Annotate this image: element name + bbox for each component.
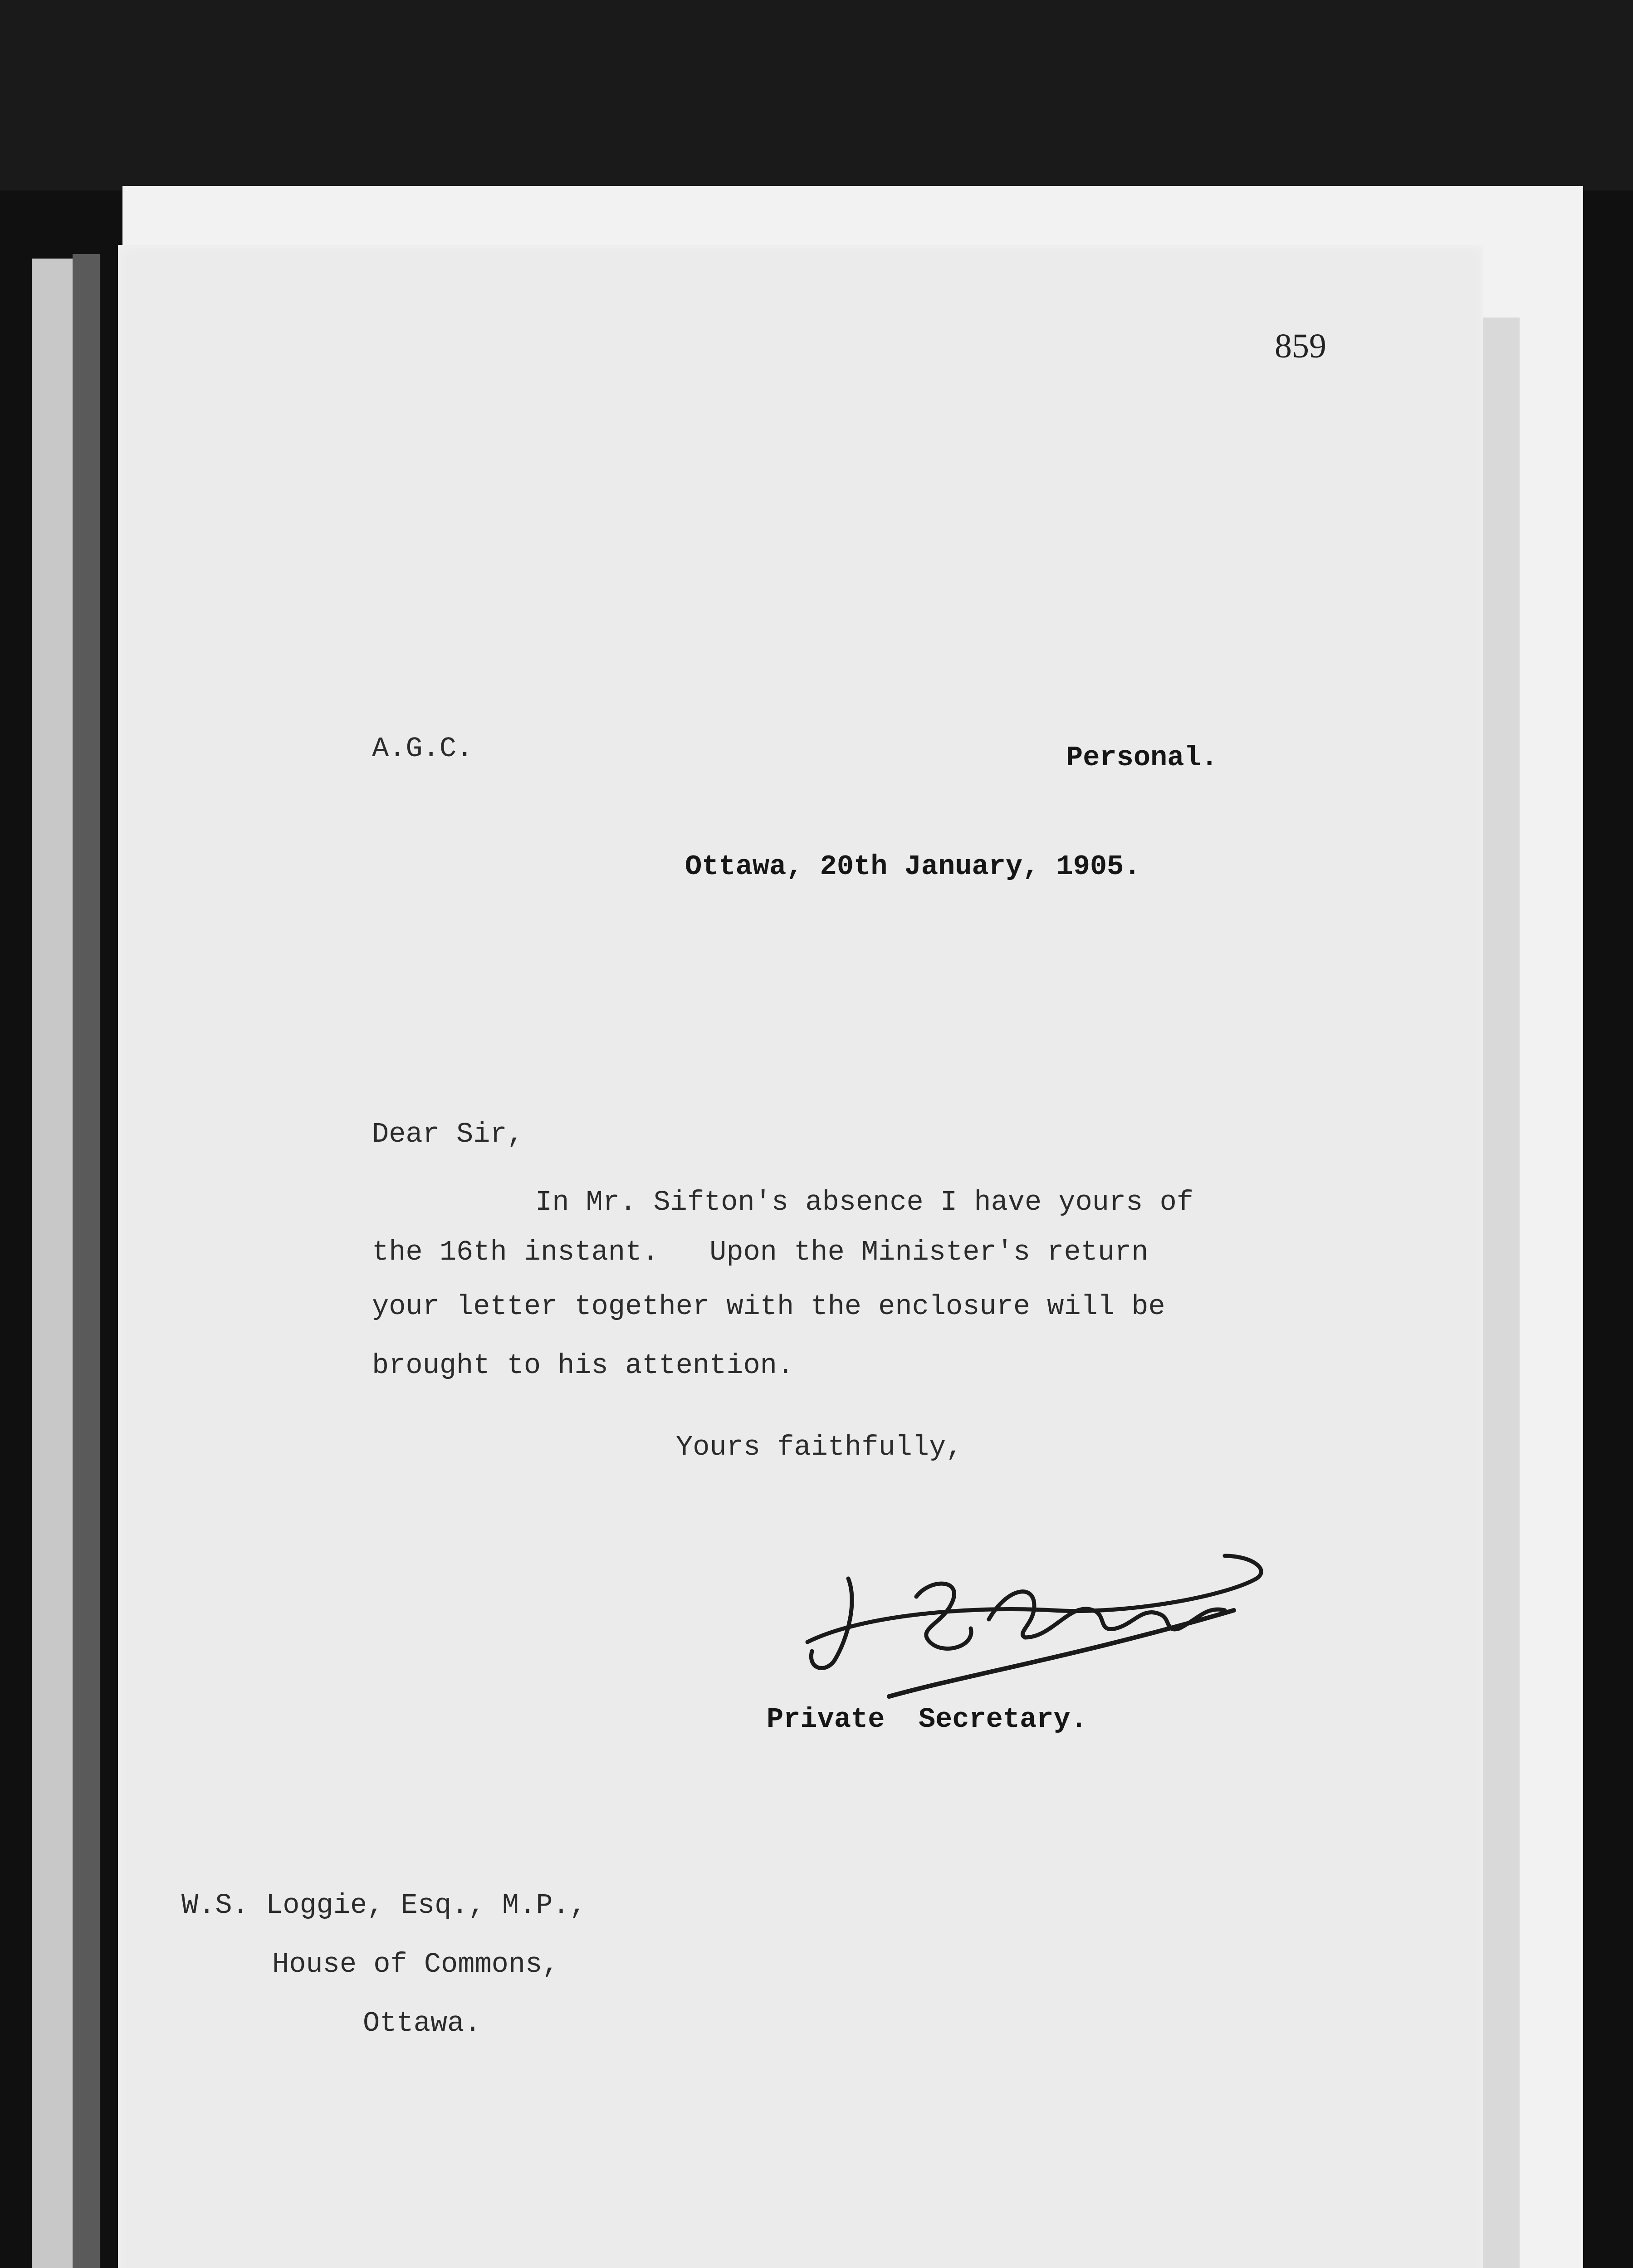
paper-edge [1483,318,1520,2268]
handwritten-signature [780,1524,1288,1733]
salutation: Dear Sir, [372,1118,524,1150]
addressee-line: House of Commons, [272,1948,559,1980]
body-line: the 16th instant. Upon the Minister's return [372,1236,1149,1268]
dateline: Ottawa, 20th January, 1905. [685,850,1141,883]
body-line: brought to his attention. [372,1349,794,1382]
film-edge-strip [32,259,73,2268]
film-border-top [0,0,1633,191]
closing: Yours faithfully, [676,1431,963,1463]
body-line: your letter together with the enclosure will be [372,1290,1165,1323]
addressee-line: Ottawa. [363,2007,481,2039]
signature-title: Private Secretary. [767,1703,1087,1735]
header-right: Personal. [1066,742,1218,774]
film-edge-shadow [73,254,100,2268]
addressee-line: W.S. Loggie, Esq., M.P., [181,1889,587,1921]
header-left: A.G.C. [372,733,474,765]
body-line: In Mr. Sifton's absence I have yours of [535,1186,1194,1218]
page-number: 859 [1275,327,1326,365]
